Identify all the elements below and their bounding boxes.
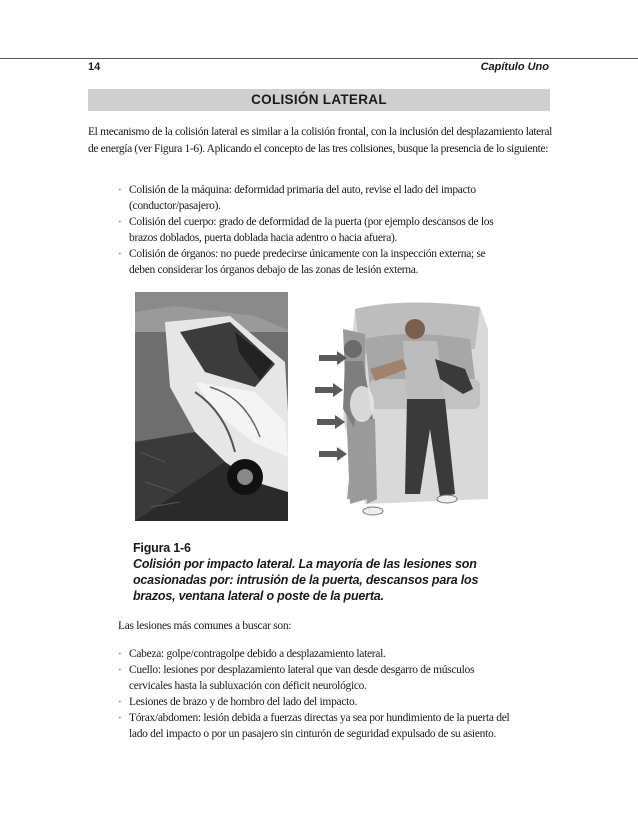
figure-caption (133, 540, 513, 604)
occupants-illustration (315, 299, 488, 521)
list-item: · Tórax/abdomen: lesión debida a fuerzas directas ya sea por hundimiento de la puerta del lado del impacto o por un pasajero sin cinturón de seguridad expulsado de su asiento. (118, 712, 510, 740)
lesions-heading: Las lesiones más comunes a buscar son: (118, 620, 292, 632)
bullet-icon: · (118, 184, 122, 196)
list-item: · Lesiones de brazo y de hombro del lado del impacto. (118, 696, 358, 708)
section-title: COLISIÓN LATERAL (88, 89, 550, 111)
car-illustration (135, 292, 288, 521)
list-item: · Colisión de la máquina: deformidad primaria del auto, revise el lado del impacto (conductor/pasajero). (118, 184, 476, 212)
bullet-icon: · (118, 648, 122, 660)
bullet-icon: · (118, 248, 122, 260)
bullet-icon: · (118, 216, 122, 228)
impact-diagram (315, 299, 488, 521)
header-rule (0, 58, 638, 59)
bullet-icon: · (118, 712, 122, 724)
list-item: · Colisión de órganos: no puede predecirse únicamente con la inspección externa; se deben considerar los órganos debajo de las zonas de lesión externa. (118, 248, 486, 276)
collision-list (118, 182, 510, 278)
figure-caption-text: Colisión por impacto lateral. La mayoría de las lesiones son ocasionadas por: intrusión de la puerta, descansos para los brazos, ventana lateral o poste de la puerta. (133, 557, 479, 603)
chapter-title: Capítulo Uno (480, 61, 549, 73)
intro-paragraph: El mecanismo de la colisión lateral es similar a la colisión frontal, con la inclusión del desplazamiento lateral de energía (ver Figura 1-6). Aplicando el concepto de las tres colisiones, busque la presencia de lo siguiente: (88, 126, 552, 155)
lesions-list (118, 646, 518, 742)
figure-label: Figura 1-6 (133, 541, 191, 555)
list-item: · Colisión del cuerpo: grado de deformidad de la puerta (por ejemplo descansos de los brazos doblados, puerta doblada hacia adentro o hacia afuera). (118, 216, 494, 244)
bullet-icon: · (118, 664, 122, 676)
bullet-icon: · (118, 696, 122, 708)
page-number: 14 (88, 61, 101, 73)
list-item: · Cabeza: golpe/contragolpe debido a desplazamiento lateral. (118, 648, 386, 660)
crashed-car-photo (135, 292, 288, 521)
list-item: · Cuello: lesiones por desplazamiento lateral que van desde desgarro de músculos cervicales hasta la subluxación con déficit neurológico. (118, 664, 475, 692)
